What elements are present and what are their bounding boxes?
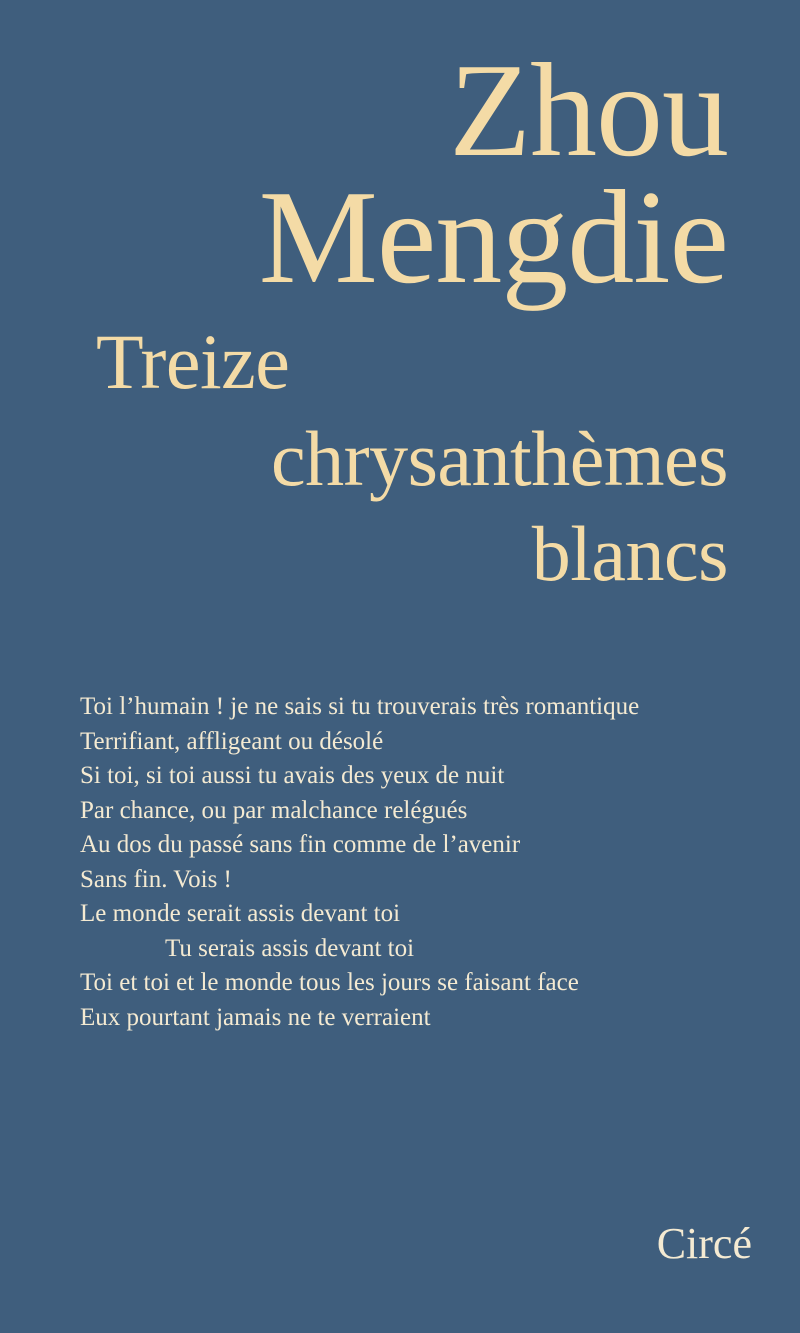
publisher-name: Circé [656, 1219, 752, 1268]
author-first-name: Zhou [449, 36, 728, 184]
poem-line: Le monde serait assis devant toi [80, 900, 401, 927]
title-line-1: Treize [96, 318, 290, 405]
poem-line: Toi l’humain ! je ne sais si tu trouverais très romantique [80, 693, 640, 720]
poem-line: Sans fin. Vois ! [80, 865, 232, 893]
title-line-3: blancs [531, 510, 728, 597]
poem-line: Au dos du passé sans fin comme de l’avenir [80, 831, 521, 858]
poem-line: Si toi, si toi aussi tu avais des yeux de nuit [80, 762, 505, 789]
poem-line: Toi et toi et le monde tous les jours se faisant face [80, 969, 579, 996]
title-line-2: chrysanthèmes [270, 415, 728, 502]
author-last-name: Mengdie [258, 163, 728, 311]
poem-line: Eux pourtant jamais ne te verraient [80, 1003, 431, 1031]
poem-line: Tu serais assis devant toi [165, 934, 415, 962]
poem-excerpt [80, 690, 639, 1035]
poem-line: Par chance, ou par malchance relégués [80, 796, 468, 824]
poem-line: Terrifiant, affligeant ou désolé [80, 727, 384, 755]
